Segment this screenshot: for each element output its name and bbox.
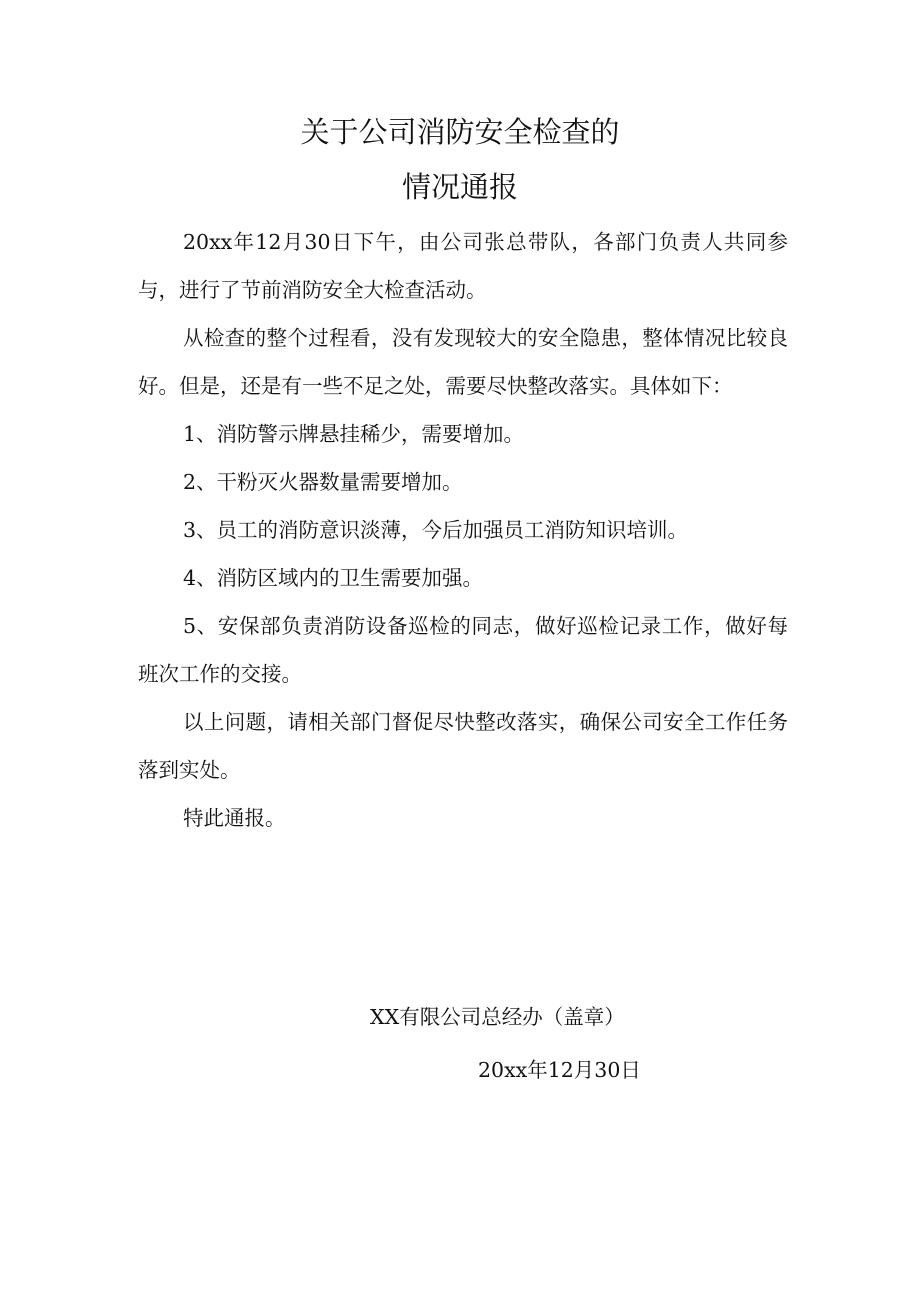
list-item-2: 2、干粉灭火器数量需要增加。 xyxy=(183,470,463,494)
signature-date: 20xx年12月30日 xyxy=(478,1058,641,1082)
paragraph-request: 以上问题，请相关部门督促尽快整改落实，确保公司安全工作任务落到实处。 xyxy=(138,710,788,782)
list-item-1: 1、消防警示牌悬挂稀少，需要增加。 xyxy=(183,422,525,446)
document-title-line-1: 关于公司消防安全检查的 xyxy=(300,115,620,149)
list-item-5: 5、安保部负责消防设备巡检的同志，做好巡检记录工作，做好每班次工作的交接。 xyxy=(138,614,788,686)
document-body xyxy=(138,218,788,842)
list-item-4: 4、消防区域内的卫生需要加强。 xyxy=(183,566,484,590)
paragraph-intro: 20xx年12月30日下午，由公司张总带队，各部门负责人共同参与，进行了节前消防安全大检查活动。 xyxy=(138,230,788,302)
paragraph-summary: 从检查的整个过程看，没有发现较大的安全隐患，整体情况比较良好。但是，还是有一些不足之处，需要尽快整改落实。具体如下： xyxy=(138,326,788,398)
paragraph-closing: 特此通报。 xyxy=(183,806,286,830)
document-title-line-2: 情况通报 xyxy=(401,170,518,204)
list-item-3: 3、员工的消防意识淡薄，今后加强员工消防知识培训。 xyxy=(183,518,689,542)
signature-organization: XX有限公司总经办（盖章） xyxy=(370,1005,625,1029)
